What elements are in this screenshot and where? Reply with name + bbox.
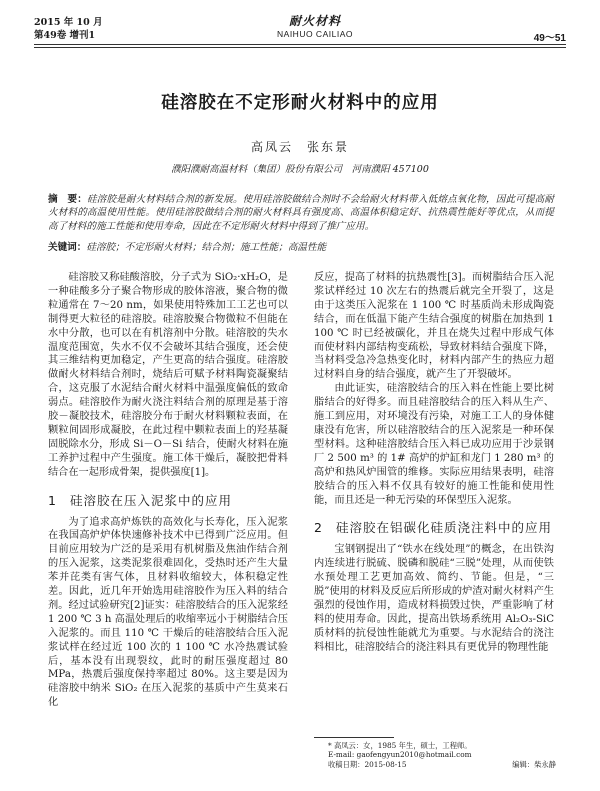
section-title: 硅溶胶在铝碳化硅质浇注料中的应用	[336, 520, 553, 536]
left-column	[48, 271, 288, 710]
right-column	[314, 271, 554, 655]
article-title: 硅溶胶在不定形耐火材料中的应用	[161, 93, 439, 113]
article-authors: 高凤云 张东景	[250, 140, 349, 154]
section-title: 硅溶胶在压入泥浆中的应用	[70, 492, 233, 508]
section-number: 1	[48, 492, 57, 508]
journal-masthead	[245, 12, 385, 39]
keywords-text: 硅溶胶；不定形耐火材料；结合剂；施工性能；高温性能	[86, 242, 327, 253]
section-heading-2	[314, 521, 554, 535]
paragraph: 由此证实，硅溶胶结合的压入料在性能上要比树脂结合的好得多。而且硅溶胶结合的压入料从生产、施工到应用，对环境没有污染，对施工工人的身体健康没有危害，所以硅溶胶结合的压入泥浆是一种环保型材料。这种硅溶胶结合压入料已成功应用于沙景钢厂 2 500 m³ 的 1# 高炉的炉缸和龙门 1 280 m³ 的高炉和热风炉围管的维修。实际应用结果表明，硅溶胶结合的压入料不仅具有较好的施工性能和使用性能，而且还是一种无污染的环保型压入泥浆。	[314, 383, 554, 506]
keywords	[48, 239, 554, 253]
journal-name-en: NAIHUO CAILIAO	[277, 29, 353, 39]
footnote-rule	[314, 737, 394, 738]
issue-date: 2015 年 10 月	[34, 17, 103, 28]
received-date: 收稿日期：2015-08-15	[328, 759, 407, 769]
abstract-label: 摘 要：	[48, 194, 87, 205]
keywords-label: 关键词：	[48, 242, 87, 253]
footnote-dates	[328, 760, 556, 769]
abstract	[48, 193, 554, 233]
author-email: E-mail: gaofengyun2010@hotmail.com	[328, 750, 472, 760]
abstract-text: 硅溶胶是耐火材料结合剂的新发展。使用硅溶胶做结合剂时不会给耐火材料带入低熔点氧化物，因此可提高耐火材料的高温使用性能。使用硅溶胶做结合剂的耐火材料具有强度高、高温体积稳定好、抗热震性能好等优点，从而提高了材料的施工性能和使用寿命，因此在不定形耐火材料中得到了推广应用。	[48, 194, 555, 232]
section-heading-1	[48, 494, 288, 508]
editor-name: 编辑：柴永静	[512, 759, 556, 769]
header-rule-thin	[34, 47, 566, 48]
author-affiliation: 濮阳濮耐高温材料（集团）股份有限公司 河南濮阳 457100	[171, 164, 429, 175]
paragraph: 为了追求高炉炼铁的高效化与长寿化，压入泥浆在我国高炉炉体快速修补技术中已得到广泛应用。但目前应用较为广泛的是采用有机树脂及焦油作结合剂的压入泥浆，这类泥浆很难固化，受热时还产生大量苯并芘类有害气体，且材料收缩较大，体积稳定性差。因此，近几年开始选用硅溶胶作为压入料的结合剂。经过试验研究[2]证实：硅溶胶结合的压入泥浆经 1 200 ℃ 3 h 高温处理后的收缩率远小于树脂结合压入泥浆的。而且 110 ℃ 干燥后的硅溶胶结合压入泥浆试样在经过近 100 次的 1 100 ℃ 水冷热震试验后，基本没有出现裂纹，此时的耐压强度超过 80 MPa，热震后强度保持率超过 80%。这主要是因为硅溶胶中纳米 SiO₂ 在压入泥浆的基质中产生莫来石化	[48, 516, 288, 709]
page-range: 49～51	[533, 33, 566, 44]
author-note: * 高凤云：女，1985 年生，硕士，工程师。	[328, 741, 472, 750]
paragraph: 反应，提高了材料的抗热震性[3]。而树脂结合压入泥浆试样经过 10 次左右的热震后就完全开裂了，这是由于这类压入泥浆在 1 100 ℃ 时基质尚未形成陶瓷结合，而在低温下能产生结合强度的树脂在加热到 1 100 ℃ 时已经被碳化，并且在烧失过程中形成气体而使材料内部结构变疏松，导致材料结合强度下降，当材料受急冷急热变化时，材料内部产生的热应力超过材料自身的结合强度，就产生了开裂破坏。	[314, 272, 554, 381]
issue-volume: 第49卷 增刊1	[34, 30, 96, 41]
paragraph: 硅溶胶又称硅酸溶胶，分子式为 SiO₂·xH₂O，是一种硅酸多分子聚合物形成的胶体溶液，聚合物的微粒通常在 7～20 nm，如果使用特殊加工工艺也可以制得更大粒径的硅溶胶。硅溶胶聚合物微粒不但能在水中分散，也可以在有机溶剂中分散。硅溶胶的失水温度范围宽，失水不仅不会破坏其结合强度，还会使其三维结构更加稳定，产生更高的结合强度。硅溶胶做耐火材料结合剂时，烧结后可赋予材料陶瓷凝聚结合，这克服了水泥结合耐火材料中温强度偏低的致命弱点。硅溶胶作为耐火浇注料结合剂的原理是基于溶胶－凝胶技术，硅溶胶分布于耐火材料颗粒表面，在颗粒间固形成凝胶，在此过程中颗粒表面上的羟基凝固脱除水分，形成 Si－O－Si 结合，使耐火材料在施工养护过程中产生强度。施工体干燥后，凝胶把骨料结合在一起形成骨架，提供强度[1]。	[48, 272, 288, 478]
header-rule	[34, 44, 566, 45]
journal-name-cn: 耐火材料	[288, 14, 341, 28]
paragraph: 宝钢钢提出了“铁水在线处理”的概念，在出铁沟内连续进行脱硫、脱磷和脱硅“三脱”处理，从而使铁水预处理工艺更加高效、简约、节能。但是，“三脱”使用的材料及反应后所形成的炉渣对耐火材料产生强烈的侵蚀作用，造成材料损毁过快，严重影响了材料的使用寿命。因此，提高出铁场系统用 Al₂O₃-SiC 质材料的抗侵蚀性能就尤为重要。与水泥结合的浇注料相比，硅溶胶结合的浇注料具有更优异的物理性能	[314, 544, 554, 653]
section-number: 2	[314, 520, 323, 536]
footnote	[328, 741, 556, 769]
issue-info	[34, 16, 103, 42]
